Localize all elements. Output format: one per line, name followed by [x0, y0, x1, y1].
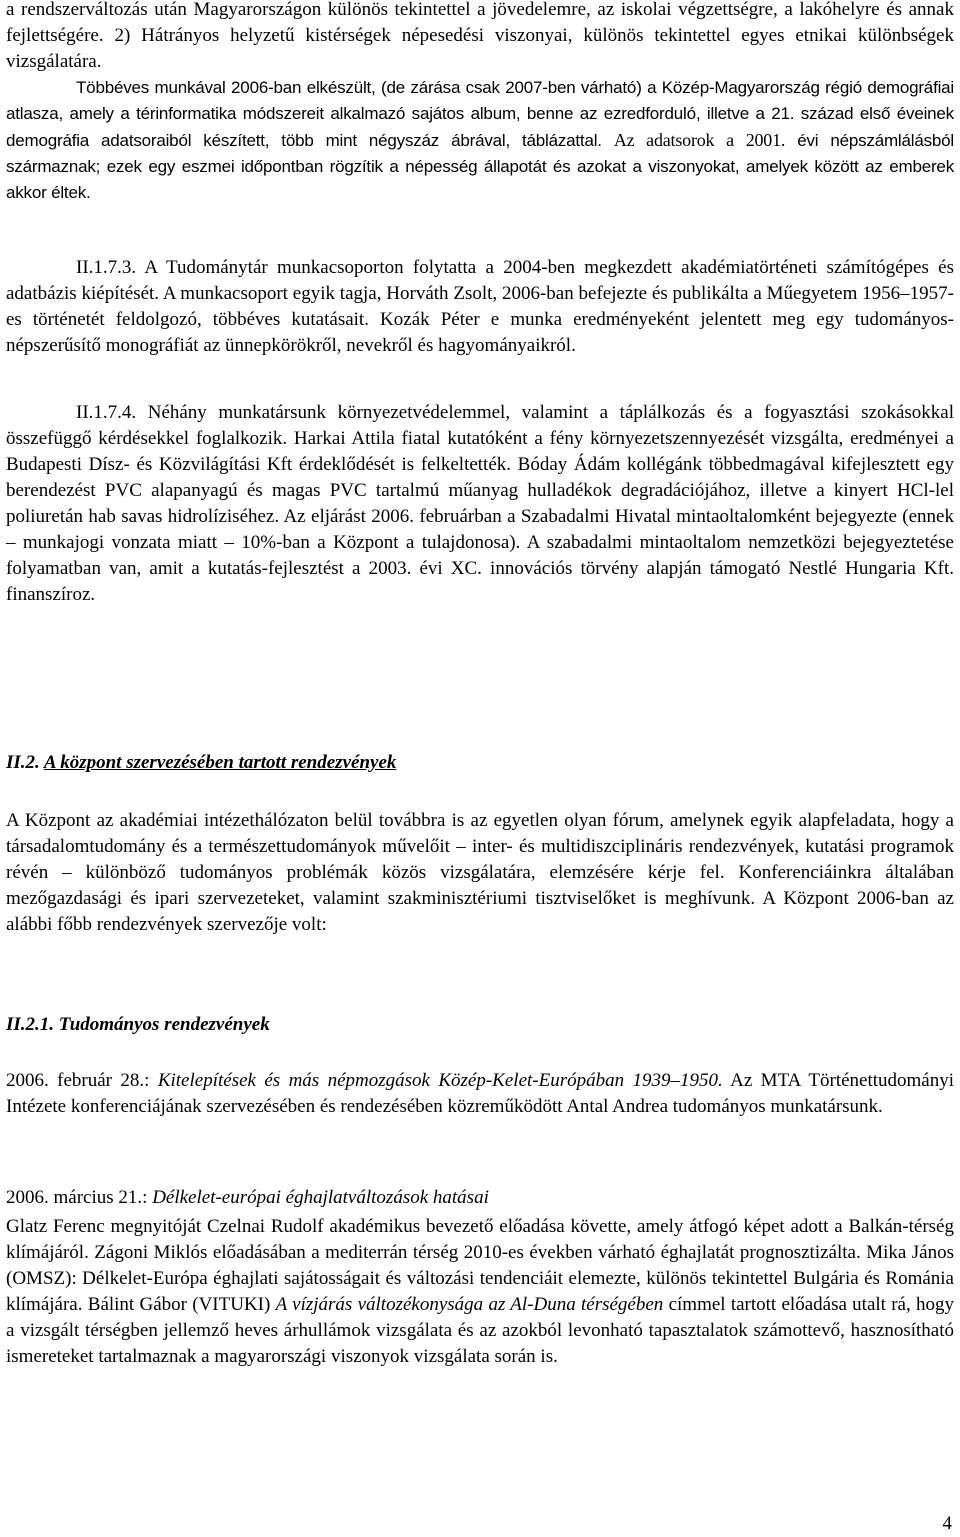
intro-text: a rendszerváltozás után Magyarországon különös tekintettel a jövedelemre, az iskolai végzettségre, a lakóhelyre és annak fejlettségére. 2) Hátrányos helyzetű kistérségek népesedési viszonyai, különös tekintettel egyes etnikai különbségek vizsgálatára.	[6, 0, 954, 72]
section-22-text: A Központ az akadémiai intézethálózaton belül továbbra is az egyetlen olyan fórum, amelynek egyik alapfeladata, hogy a társadalomtudomány és a természettudományok művelőit – inter- és multidiszciplináris rendezvények, kutatási programok révén – különböző tudományos problémák közös vizsgálatára, elemzésére kérje fel. Konferenciáinkra általában mezőgazdasági és ipari szervezeteket, valamint szakminisztériumi tisztviselőket is meghívunk. A Központ 2006-ban az alábbi főbb rendezvények szervezője volt:	[6, 810, 954, 935]
event-1	[6, 1068, 954, 1120]
section-number-2173: II.1.7.3.	[76, 257, 137, 278]
section-heading-221-title: II.2.1. Tudományos rendezvények	[6, 1014, 270, 1035]
paragraph-22-intro	[6, 808, 954, 938]
event-2-text-a: Glatz Ferenc megnyitóját Czelnai Rudolf akadémikus bevezető előadása követte, amely átfogó képet adott a Balkán-térség klímájáról. Zágoni Miklós előadásában a mediterrán térség 2010-es években várható éghajlatát prognosztizálta. Mika János (OMSZ): Délkelet-Európa éghajlati sajátosságait és változási tendenciáit elemezte, különös tekintettel Bulgária és Románia klímájára. Bálint Gábor (VITUKI)	[6, 1216, 954, 1315]
paragraph-atlas	[6, 75, 954, 206]
section-heading-221	[6, 1012, 954, 1038]
section-heading-22-title: A központ szervezésében tartott rendezvények	[43, 752, 397, 773]
section-heading-22	[6, 750, 954, 776]
paragraph-2174	[6, 400, 954, 608]
paragraph-2173-text: A Tudománytár munkacsoporton folytatta a 2004-ben megkezdett akadémiatörténeti számítógépes és adatbázis kiépítését. A munkacsoport egyik tagja, Horváth Zsolt, 2006-ban befejezte és publikálta a Műegyetem 1956–1957-es történetét feldolgozó, többéves kutatásait. Kozák Péter e munka eredményeként jelentett meg egy tudományos-népszerűsítő monográfiát az ünnepkörökről, nevekről és hagyományaikról.	[6, 257, 954, 356]
event-2-heading	[6, 1185, 954, 1211]
paragraph-intro	[6, 0, 954, 75]
event-2-body	[6, 1214, 954, 1370]
event-1-title: Kitelepítések és más népmozgások Közép-Kelet-Európában 1939–1950.	[157, 1070, 723, 1091]
atlas-text-b: század első éveinek demográfia adatsoraiból készített, több mint négyszáz ábrával, táblázattal.	[6, 104, 954, 150]
event-2-text-b: címmel tartott előadása utalt rá, hogy a vizsgált térségben jellemző heves árhullámok vizsgálata és az azokból levonható tapasztalatok számottevő, hasznosítható ismereteket tartalmaznak a magyarországi viszonyok vizsgálata során is.	[6, 1294, 955, 1367]
paragraph-2174-text: Néhány munkatársunk környezetvédelemmel, valamint a táplálkozás és a fogyasztási szokásokkal összefüggő kérdésekkel foglalkozik. Harkai Attila fiatal kutatóként a fény környezetszennyezését vizsgálta, eredményei a Budapesti Dísz- és Közvilágítási Kft érdeklődését is felkeltették. Bóday Ádám kollégánk többedmagával kifejlesztett egy berendezést PVC alapanyagú és magas PVC tartalmú műanyag hulladékok degradációjához, illetve a kinyert HCl-lel poliuretán hab savas hidrolíziséhez. Az eljárást 2006. februárban a Szabadalmi Hivatal mintaoltalomként bejegyezte (ennek – munkajogi vonzata miatt – 10%-ban a Központ a tulajdonosa). A szabadalmi mintaoltalom nemzetközi bejegyeztetése folyamatban van, amit a kutatás-fejlesztést a 2003. évi XC. innovációs törvény alapján támogató Nestlé Hungaria Kft. finanszíroz.	[6, 402, 954, 605]
atlas-text-d: évi népszámlálásból származnak; ezek egy eszmei időpontban rögzítik a népesség állapotát és azokat a viszonyokat, amelyek között az emberek akkor éltek.	[6, 131, 954, 202]
event-2-date: 2006. március 21.:	[6, 1187, 148, 1208]
event-2-title: Délkelet-európai éghajlatváltozások hatásai	[152, 1187, 489, 1208]
section-number-2174: II.1.7.4.	[76, 402, 137, 423]
event-2-lecture-title: A vízjárás változékonysága az Al-Duna térségében	[275, 1294, 664, 1315]
event-1-date: 2006. február 28.:	[6, 1070, 150, 1091]
paragraph-2173	[6, 255, 954, 359]
atlas-text-c: Az adatsorok a 2001.	[613, 130, 786, 150]
page-number: 4	[942, 1513, 952, 1534]
section-heading-22-number: II.2.	[6, 752, 40, 773]
event-1-text: Az MTA Történettudományi Intézete konferenciájának szervezésében és rendezésében közreműködött Antal Andrea tudományos munkatársunk.	[6, 1070, 955, 1117]
atlas-text-a: Többéves munkával 2006-ban elkészült, (de zárása csak 2007-ben várható) a Közép-Magyarország régió demográfiai atlasza, amely a térinformatika módszereit alkalmazó sajátos album, benne az ezredforduló, illetve a 21.	[6, 78, 954, 123]
